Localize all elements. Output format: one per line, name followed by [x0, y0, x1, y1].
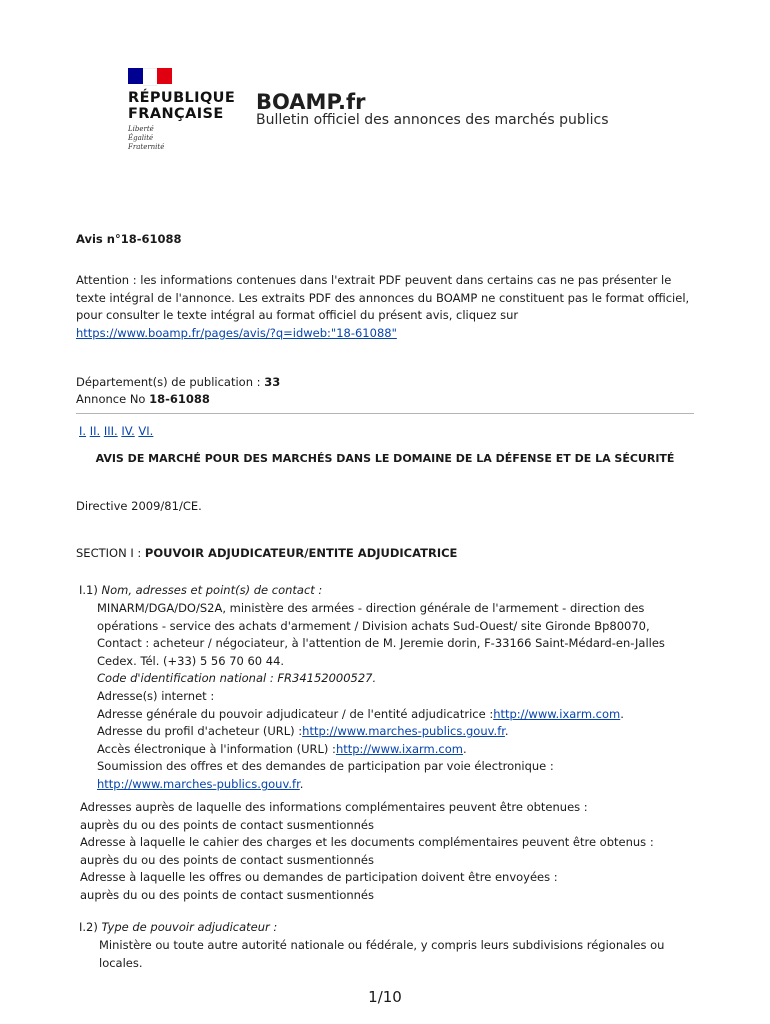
flag-blue	[128, 68, 143, 84]
i1-num: I.1)	[79, 583, 102, 597]
dept-label: Département(s) de publication :	[76, 375, 265, 389]
i2-num: I.2)	[79, 920, 102, 934]
adresse-generale-label: Adresse générale du pouvoir adjudicateur / de l'entité adjudicatrice :	[97, 706, 494, 721]
dept-value: 33	[264, 375, 281, 389]
i1-body	[97, 600, 697, 794]
profil-acheteur-line: Adresse du profil d'acheteur (URL) :http://www.marches-publics.gouv.fr.	[97, 724, 509, 739]
soumission-link[interactable]: http://www.marches-publics.gouv.fr	[97, 776, 300, 791]
devise-fraternite: Fraternité	[128, 143, 165, 151]
profil-label: Adresse du profil d'acheteur (URL) :	[97, 724, 303, 739]
toc-link-6[interactable]: VI.	[138, 424, 154, 438]
toc-link-2[interactable]: II.	[89, 424, 101, 438]
section-1-heading	[76, 545, 457, 563]
attention-paragraph	[76, 272, 696, 342]
extra-addresses	[80, 799, 700, 905]
toc-link-3[interactable]: III.	[103, 424, 118, 438]
section-1-title: POUVOIR ADJUDICATEUR/ENTITE ADJUDICATRICE	[144, 546, 458, 560]
acces-label: Accès électronique à l'information (URL) :	[97, 741, 336, 756]
i1-title: Nom, adresses et point(s) de contact :	[101, 583, 323, 597]
i1-line-3: Contact : acheteur / négociateur, à l'attention de M. Jeremie dorin, F-33166 Saint-Médard-en-Jalles	[97, 636, 665, 651]
directive: Directive 2009/81/CE.	[76, 499, 202, 513]
flag-white	[143, 68, 158, 86]
i1-line-4: Cedex. Tél. (+33) 5 56 70 60 44.	[97, 653, 285, 668]
i2-heading	[79, 919, 277, 937]
attention-link[interactable]: https://www.boamp.fr/pages/avis/?q=idweb:"18-61088"	[76, 325, 397, 340]
i1-heading	[79, 582, 322, 600]
acces-link[interactable]: http://www.ixarm.com	[335, 741, 463, 756]
extra-line-2: auprès du ou des points de contact susmentionnés	[80, 817, 374, 832]
i1-line-2: opérations - service des achats d'armement / Division achats Sud-Ouest/ site Gironde Bp80070,	[97, 618, 650, 633]
boamp-subtitle: Bulletin officiel des annonces des marchés publics	[256, 112, 609, 128]
section-1-label: SECTION I :	[76, 546, 145, 560]
annonce-label: Annonce No	[76, 392, 150, 406]
i2-title: Type de pouvoir adjudicateur :	[101, 920, 278, 934]
acces-electronique-line: Accès électronique à l'information (URL) :http://www.ixarm.com.	[97, 741, 467, 756]
extra-line-1: Adresses auprès de laquelle des informations complémentaires peuvent être obtenues :	[80, 800, 588, 814]
boamp-brand: BOAMP.fr	[256, 90, 366, 114]
avis-title: Avis n°18-61088	[76, 232, 182, 246]
extra-line-4: auprès du ou des points de contact susmentionnés	[80, 852, 374, 867]
soumission-label: Soumission des offres et des demandes de participation par voie électronique :	[97, 759, 554, 774]
i2-body	[99, 937, 699, 972]
code-identification: Code d'identification national : FR34152000527.	[97, 671, 377, 686]
attention-text: Attention : les informations contenues dans l'extrait PDF peuvent dans certains cas ne pas présenter le texte intégral de l'annonce. Les extraits PDF des annonces du BOAMP ne constituent pas le format officiel, pour consulter le texte intégral au format officiel du présent avis, cliquez sur	[76, 273, 690, 323]
annonce-value: 18-61088	[149, 392, 210, 406]
toc-link-4[interactable]: IV.	[121, 424, 135, 438]
republique-line1: RÉPUBLIQUE	[128, 90, 236, 106]
toc-link-1[interactable]: I.	[79, 424, 87, 438]
extra-line-5: Adresse à laquelle les offres ou demandes de participation doivent être envoyées :	[80, 870, 558, 885]
extra-line-3: Adresse à laquelle le cahier des charges et les documents complémentaires peuvent être obtenus :	[80, 835, 654, 850]
devise-liberte: Liberté	[128, 125, 154, 133]
divider	[76, 413, 694, 414]
toc	[79, 423, 153, 441]
annonce-line	[76, 391, 210, 409]
i2-line-1: Ministère ou toute autre autorité nationale ou fédérale, y compris leurs subdivisions régionales ou	[99, 938, 665, 952]
i2-line-2: locales.	[99, 955, 143, 970]
adresse-generale-line: Adresse générale du pouvoir adjudicateur / de l'entité adjudicatrice :http://www.ixarm.com.	[97, 706, 624, 721]
extra-line-6: auprès du ou des points de contact susmentionnés	[80, 887, 374, 902]
republique-line2: FRANÇAISE	[128, 106, 224, 122]
i1-line-1: MINARM/DGA/DO/S2A, ministère des armées - direction générale de l'armement - direction des	[97, 601, 645, 615]
page-number: 1/10	[368, 988, 402, 1006]
marianne-flag-icon	[128, 68, 172, 84]
main-title: AVIS DE MARCHÉ POUR DES MARCHÉS DANS LE DOMAINE DE LA DÉFENSE ET DE LA SÉCURITÉ	[95, 452, 675, 465]
soumission-line: http://www.marches-publics.gouv.fr.	[97, 776, 304, 791]
departement-line	[76, 374, 280, 392]
profil-link[interactable]: http://www.marches-publics.gouv.fr	[302, 724, 505, 739]
adresse-generale-link[interactable]: http://www.ixarm.com	[493, 706, 621, 721]
adresses-internet: Adresse(s) internet :	[97, 688, 215, 703]
devise-egalite: Égalité	[128, 134, 154, 142]
flag-red	[157, 68, 172, 84]
